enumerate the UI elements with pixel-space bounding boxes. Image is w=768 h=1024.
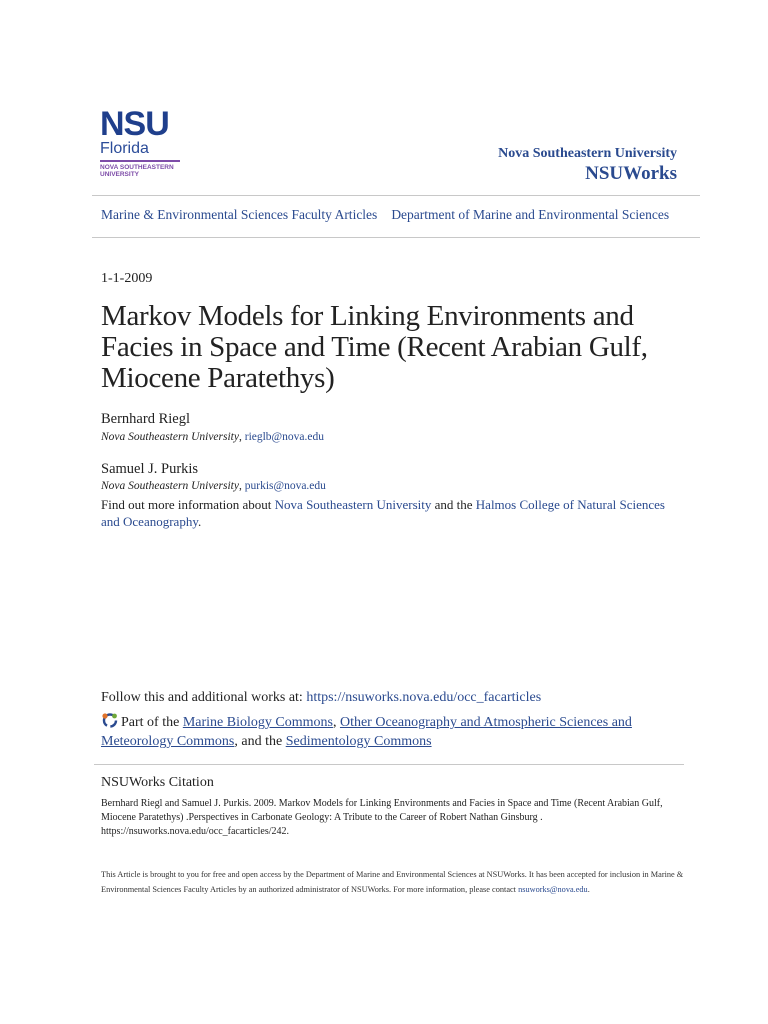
author-affiliation: Nova Southeastern University, purkis@nova.edu: [101, 480, 326, 492]
author-name: Samuel J. Purkis: [101, 461, 199, 477]
logo-line1: NOVA SOUTHEASTERN: [100, 163, 174, 171]
citation-text: Bernhard Riegl and Samuel J. Purkis. 2009. Markov Models for Linking Environments and Facies in Space and Time (Recent Arabian Gulf, Miocene Paratethys) .Perspectives in Carbonate Geology: A Tribute to the Career of Robert Nathan Ginsburg . https://nsuworks.nova.edu/occ_facarticles/242.: [101, 798, 663, 837]
logo-line2: UNIVERSITY: [100, 170, 140, 178]
notice-text: This Article is brought to you for free and open access by the Department of Marine and Environmental Sciences at NSUWorks. It has been accepted for inclusion in Marine & Environmental Sciences Faculty Articles by an authorized administrator of NSUWorks. For more information, please contact: [101, 870, 684, 894]
author-email-link[interactable]: purkis@nova.edu: [244, 480, 326, 492]
breadcrumb-department-link[interactable]: Department of Marine and Environmental Sciences: [391, 207, 670, 222]
breadcrumb-divider: [92, 237, 700, 238]
access-notice: [101, 867, 691, 897]
affiliation-name: Nova Southeastern University: [101, 480, 239, 492]
university-link[interactable]: Nova Southeastern University: [274, 497, 432, 512]
collection-url-link[interactable]: https://nsuworks.nova.edu/occ_facarticles: [306, 690, 542, 705]
affiliation-name: Nova Southeastern University: [101, 431, 239, 443]
repository-header: [498, 145, 677, 185]
notice-suffix: .: [587, 885, 590, 894]
part-of-commons: [101, 712, 661, 751]
follow-works: [101, 690, 541, 706]
logo-divider: [100, 160, 180, 162]
nsu-florida-logo[interactable]: [100, 105, 186, 178]
breadcrumb-series-link[interactable]: Marine & Environmental Sciences Faculty Articles: [101, 207, 378, 222]
part-of-prefix: Part of the: [121, 715, 180, 730]
publication-date: 1-1-2009: [101, 271, 153, 286]
more-info-suffix: .: [197, 514, 202, 529]
oceanography-commons-link[interactable]: Other Oceanography and Atmospheric Sciences and Meteorology Commons: [101, 715, 632, 749]
follow-prefix: Follow this and additional works at:: [101, 690, 303, 705]
author-name: Bernhard Riegl: [101, 411, 190, 427]
part-of-separator: ,: [332, 715, 337, 730]
part-of-mid: , and the: [234, 734, 283, 749]
repository-university[interactable]: Nova Southeastern University: [498, 146, 677, 161]
marine-biology-commons-link[interactable]: Marine Biology Commons: [182, 715, 333, 730]
citation-divider: [94, 764, 684, 765]
logo-mark: NSU: [100, 105, 169, 143]
header-divider: [92, 195, 700, 196]
breadcrumb: [101, 207, 669, 223]
citation-heading: NSUWorks Citation: [101, 775, 214, 790]
repository-name[interactable]: NSUWorks: [585, 163, 677, 184]
author-email-link[interactable]: rieglb@nova.edu: [244, 431, 324, 443]
logo-state: Florida: [100, 140, 149, 157]
more-info-prefix: Find out more information about: [101, 497, 272, 512]
contact-email-link[interactable]: nsuworks@nova.edu: [518, 885, 588, 894]
sedimentology-commons-link[interactable]: Sedimentology Commons: [285, 734, 432, 749]
more-info-mid: and the: [434, 497, 473, 512]
college-link[interactable]: Halmos College of Natural Sciences and Oceanography: [101, 497, 665, 529]
article-title: Markov Models for Linking Environments and Facies in Space and Time (Recent Arabian Gulf, Miocene Paratethys): [101, 300, 648, 394]
author-affiliation: Nova Southeastern University, rieglb@nova.edu: [101, 431, 324, 443]
open-access-icon: [101, 712, 119, 728]
more-info-text: [101, 496, 681, 530]
